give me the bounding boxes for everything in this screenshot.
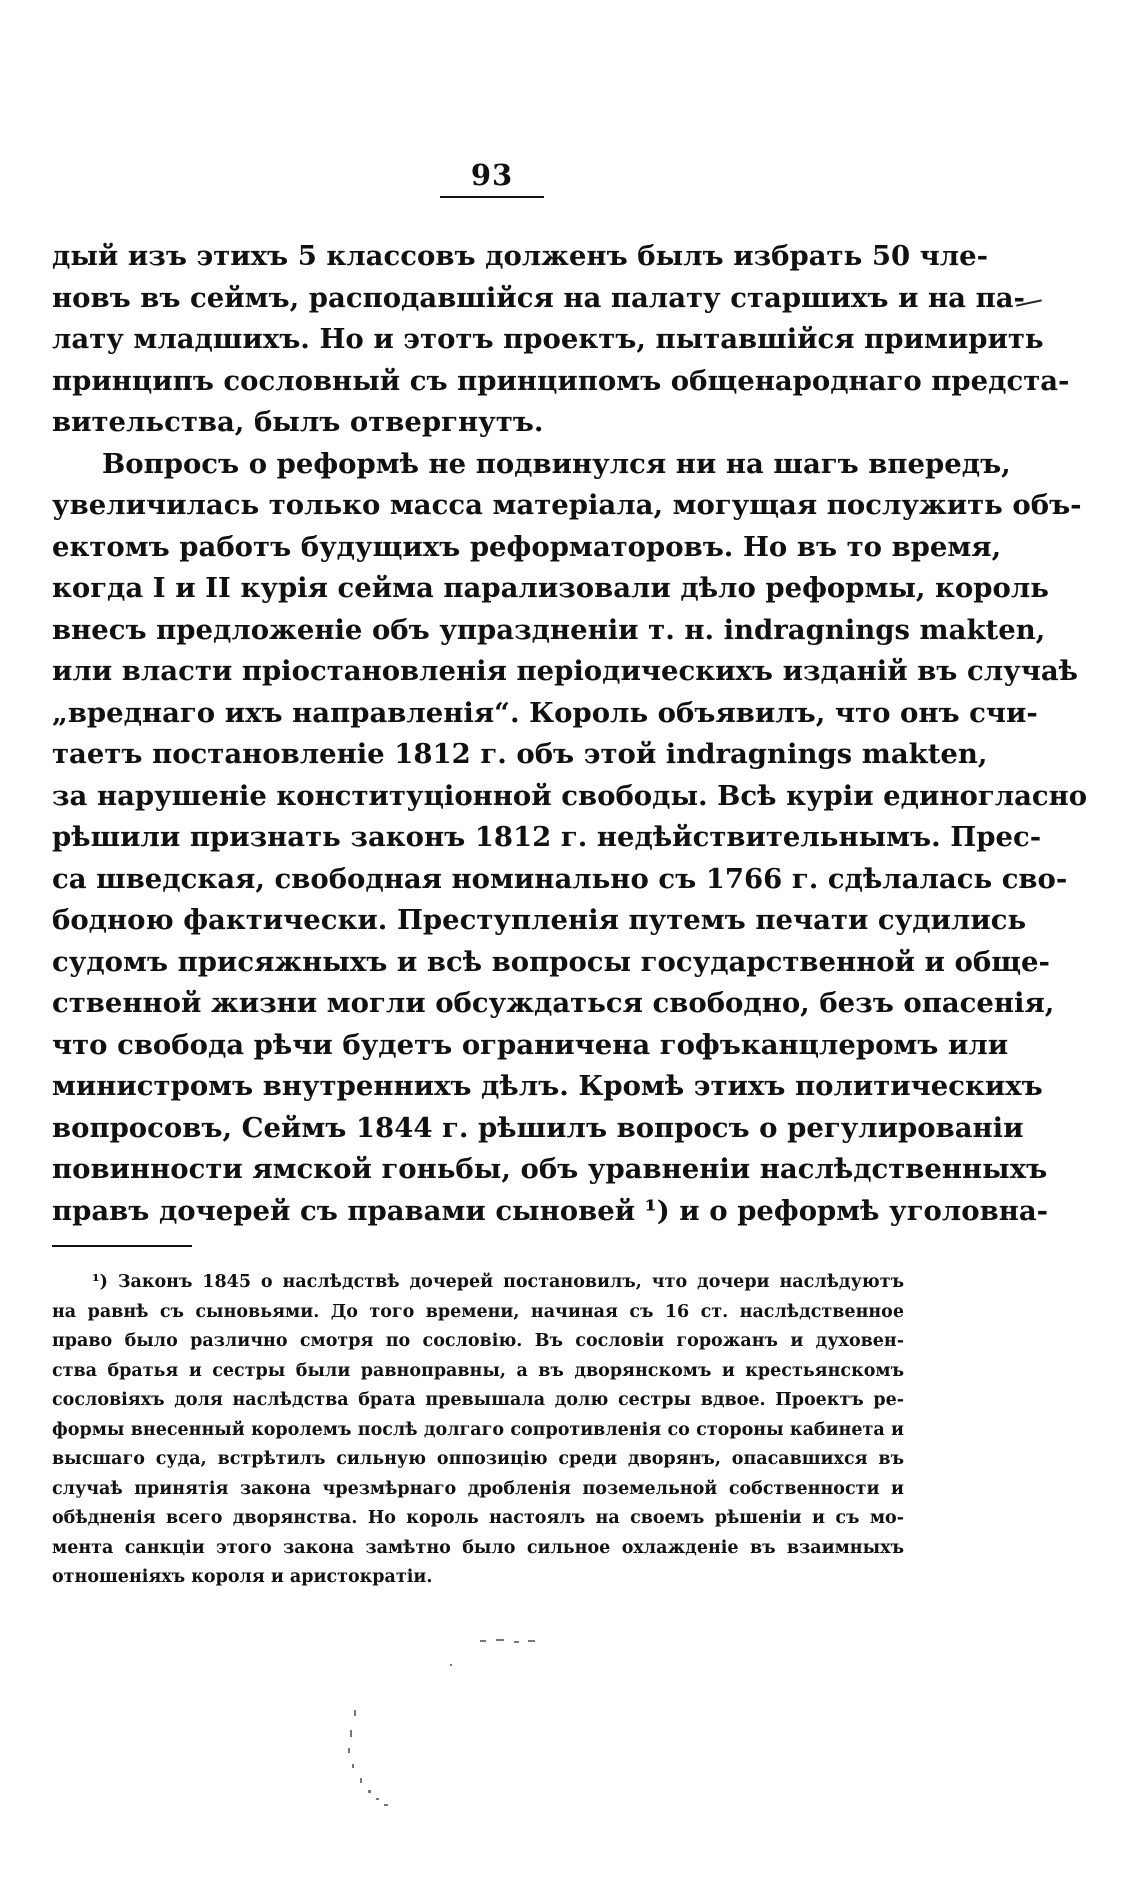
- footnote-line: мента санкціи этого закона замѣтно было сильное охлажденіе въ взаимныхъ: [52, 1537, 904, 1558]
- text-line: вительства, былъ отвергнутъ.: [52, 406, 544, 438]
- text-line: лату младшихъ. Но и этотъ проектъ, пытавшійся примирить: [52, 323, 1044, 355]
- footnote-line: формы внесенный королемъ послѣ долгаго сопротивленія со стороны кабинета и: [52, 1419, 904, 1440]
- footnote-line: право было различно смотря по сословію. Въ сословіи горожанъ и духовен-: [52, 1331, 904, 1351]
- text-line: увеличилась только масса матеріала, могущая послужить объ-: [52, 489, 1082, 521]
- text-line: са шведская, свободная номинально съ 1766 г. сдѣлалась сво-: [52, 862, 1068, 895]
- text-line: рѣшили признать законъ 1812 г. недѣйствительнымъ. Прес-: [52, 821, 1042, 853]
- footnote-line: на равнѣ съ сыновьями. До того времени, начиная съ 16 ст. наслѣдственное: [52, 1301, 904, 1322]
- footnote-line: ¹) Законъ 1845 о наслѣдствѣ дочерей постановилъ, что дочери наслѣдуютъ: [92, 1272, 904, 1292]
- text-line: „вреднаго ихъ направленія“. Король объявилъ, что онъ счи-: [52, 696, 1038, 729]
- text-line: ственной жизни могли обсуждаться свободно, безъ опасенія,: [52, 987, 1055, 1019]
- main-text: [52, 236, 1088, 1232]
- text-line: судомъ присяжныхъ и всѣ вопросы государственной и обще-: [52, 945, 1050, 978]
- text-line: внесъ предложеніе объ упраздненіи т. н. indragnings makten,: [52, 613, 1046, 646]
- text-line: что свобода рѣчи будетъ ограничена гофъканцлеромъ или: [52, 1028, 1009, 1061]
- footnote-line: высшаго суда, встрѣтилъ сильную оппозицію среди дворянъ, опасавшихся въ: [52, 1449, 904, 1469]
- footnote-line: сословіяхъ доля наслѣдства брата превышала долю сестры вдвое. Проектъ ре-: [52, 1390, 904, 1410]
- text-line: за нарушеніе конституціонной свободы. Всѣ куріи единогласно: [52, 779, 1088, 812]
- footnote-line: отношеніяхъ короля и аристократіи.: [52, 1567, 433, 1587]
- text-line: новъ въ сеймъ, расподавшійся на палату старшихъ и на па-: [52, 281, 1025, 314]
- text-line: дый изъ этихъ 5 классовъ долженъ былъ избрать 50 чле-: [52, 240, 989, 272]
- text-line: правъ дочерей съ правами сыновей ¹) и о реформѣ уголовна-: [52, 1194, 1049, 1227]
- text-line: или власти пріостановленія періодическихъ изданій въ случаѣ: [52, 655, 1078, 687]
- text-line: Вопросъ о реформѣ не подвинулся ни на шагъ впередъ,: [102, 447, 1011, 480]
- text-line: бодною фактически. Преступленія путемъ печати судились: [52, 904, 1027, 936]
- page-number: 93: [470, 158, 514, 192]
- footnote-rule: [52, 1245, 192, 1247]
- footnote-line: обѣдненія всего дворянства. Но король настоялъ на своемъ рѣшеніи и съ мо-: [52, 1508, 904, 1528]
- text-line: повинности ямской гоньбы, объ уравненіи наслѣдственныхъ: [52, 1153, 1048, 1185]
- text-line: министромъ внутреннихъ дѣлъ. Кромѣ этихъ политическихъ: [52, 1070, 1043, 1102]
- scan-noise-marks: [330, 1620, 570, 1820]
- page-number-rule: [440, 196, 544, 198]
- footnote-line: случаѣ принятія закона чрезмѣрнаго дробленія поземельной собственности и: [52, 1478, 904, 1499]
- text-line: когда I и II курія сейма парализовали дѣло реформы, король: [52, 572, 1049, 604]
- footnote: [52, 1268, 904, 1593]
- text-line: принципъ сословный съ принципомъ общенароднаго предста-: [52, 364, 1070, 397]
- text-line: таетъ постановленіе 1812 г. объ этой indragnings makten,: [52, 738, 988, 770]
- text-line: ектомъ работъ будущихъ реформаторовъ. Но въ то время,: [52, 530, 1002, 563]
- footnote-line: ства братья и сестры были равноправны, а въ дворянскомъ и крестьянскомъ: [52, 1360, 904, 1381]
- text-line: вопросовъ, Сеймъ 1844 г. рѣшилъ вопросъ о регулированіи: [52, 1111, 1024, 1144]
